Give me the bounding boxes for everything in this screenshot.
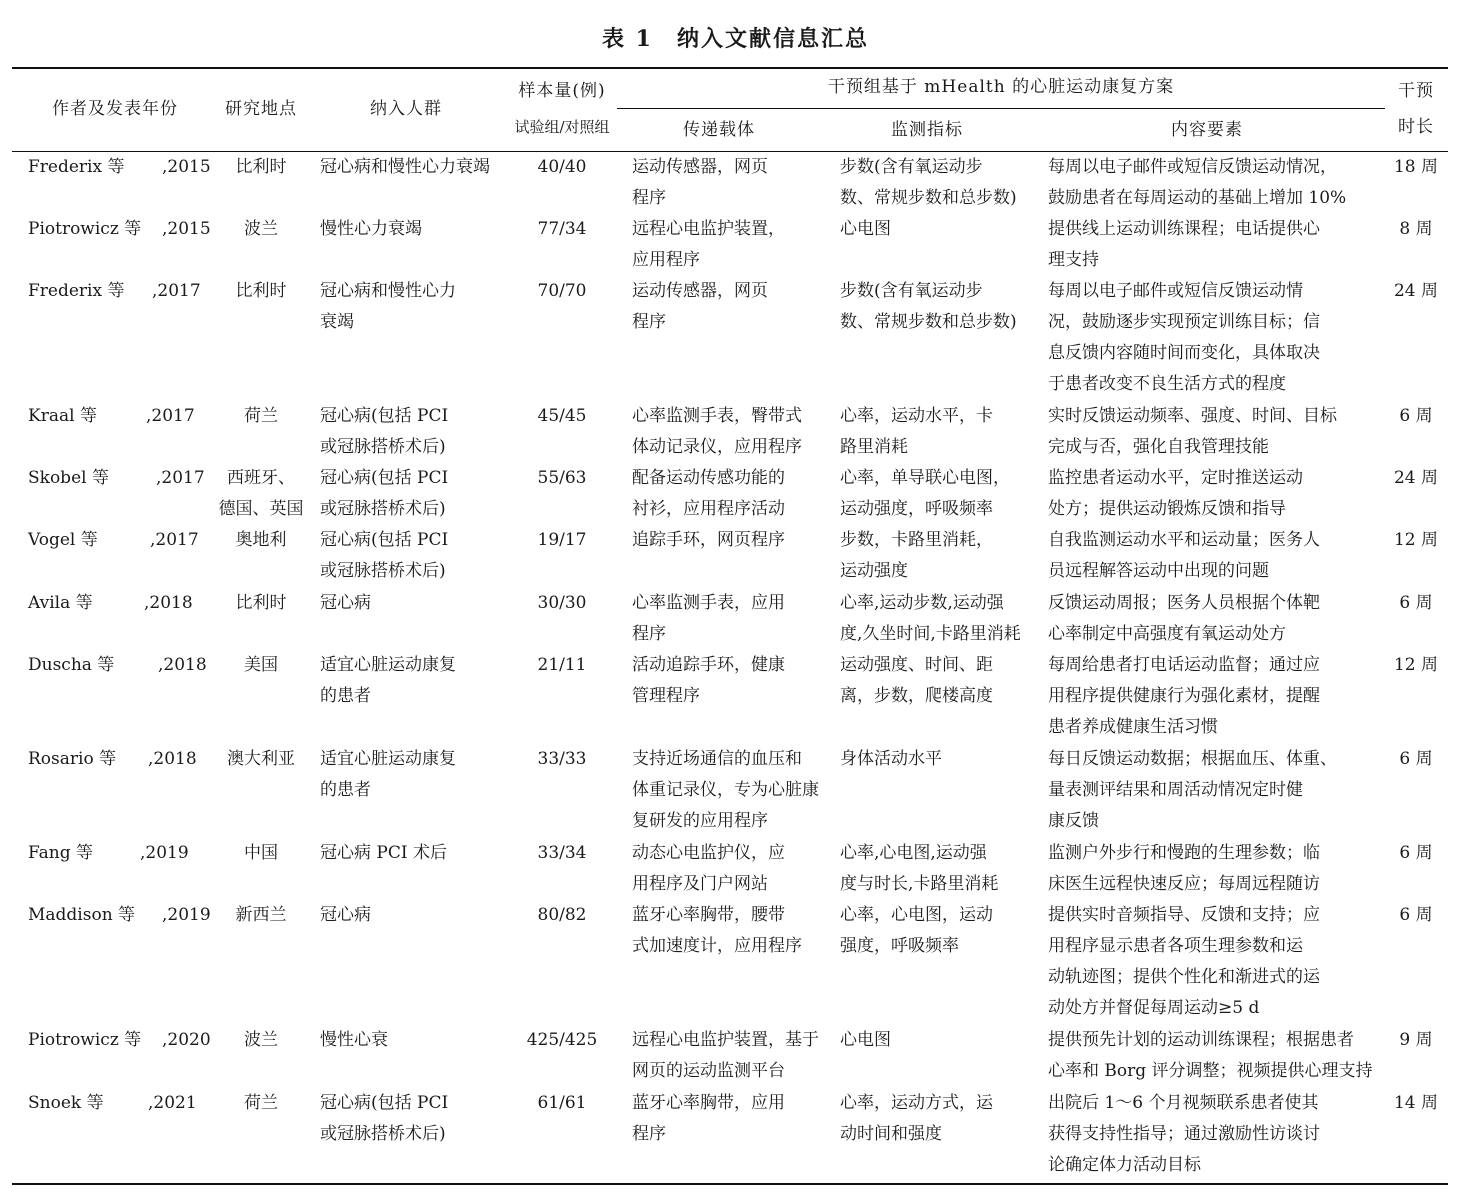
carrier-line: 程序 (632, 1124, 666, 1144)
population-line: 适宜心脏运动康复 (320, 749, 456, 769)
duration-cell: 6 周 (1399, 843, 1433, 863)
header-monitor: 监测指标 (891, 120, 963, 140)
content-line: 理支持 (1048, 250, 1099, 270)
monitor-line: 强度，呼吸频率 (840, 936, 959, 956)
population-line: 的患者 (320, 686, 371, 706)
population-cell (320, 525, 505, 587)
population-cell (320, 152, 505, 183)
location-cell (212, 214, 310, 245)
monitor-cell (840, 401, 1040, 463)
carrier-line: 程序 (632, 624, 666, 644)
content-line: 患者养成健康生活习惯 (1048, 717, 1218, 737)
publication-year: ,2015 (162, 157, 211, 177)
population-line: 冠心病和慢性心力衰竭 (320, 157, 490, 177)
location-cell (212, 152, 310, 183)
sample-cell: 80/82 (537, 905, 587, 925)
location-line: 比利时 (235, 593, 287, 613)
publication-year: ,2017 (152, 281, 201, 301)
publication-year: ,2020 (162, 1030, 211, 1050)
carrier-cell (632, 900, 832, 962)
population-cell (320, 214, 505, 245)
header-duration-line1: 干预 (1398, 81, 1434, 101)
publication-year: ,2021 (148, 1093, 197, 1113)
author-cell (28, 152, 211, 183)
author-name: Snoek 等 (28, 1093, 104, 1113)
author-name: Piotrowicz 等 (28, 1030, 142, 1050)
monitor-cell (840, 276, 1040, 338)
population-line: 的患者 (320, 780, 371, 800)
carrier-line: 心率监测手表，应用 (632, 593, 785, 613)
population-line: 或冠脉搭桥术后) (320, 437, 446, 457)
population-line: 冠心病(包括 PCI (320, 406, 449, 426)
carrier-line: 动态心电监护仪，应 (632, 843, 785, 863)
location-cell (212, 1025, 310, 1056)
carrier-cell (632, 1025, 832, 1087)
content-line: 实时反馈运动频率、强度、时间、目标 (1048, 406, 1337, 426)
monitor-line: 度与时长,卡路里消耗 (840, 874, 999, 894)
population-line: 冠心病(包括 PCI (320, 1093, 449, 1113)
table-caption (0, 22, 1471, 53)
duration-cell: 8 周 (1399, 219, 1433, 239)
publication-year: ,2018 (144, 593, 193, 613)
content-line: 鼓励患者在每周运动的基础上增加 10% (1048, 188, 1347, 208)
author-name: Piotrowicz 等 (28, 219, 142, 239)
author-name: Avila 等 (28, 593, 93, 613)
content-line: 量表测评结果和周活动情况定时健 (1048, 780, 1303, 800)
sample-cell: 61/61 (537, 1093, 587, 1113)
population-line: 冠心病 (320, 593, 371, 613)
sample-cell: 30/30 (537, 593, 587, 613)
carrier-cell (632, 463, 832, 525)
author-cell (28, 1025, 211, 1056)
location-line: 荷兰 (244, 1093, 278, 1113)
top-rule (12, 67, 1448, 69)
population-line: 衰竭 (320, 312, 354, 332)
content-line: 心率和 Borg 评分调整；视频提供心理支持 (1048, 1061, 1373, 1081)
content-line: 提供实时音频指导、反馈和支持；应 (1048, 905, 1320, 925)
publication-year: ,2018 (148, 749, 197, 769)
location-line: 中国 (244, 843, 278, 863)
monitor-line: 心率，心电图，运动 (840, 905, 993, 925)
content-cell (1048, 900, 1378, 1024)
content-line: 用程序显示患者各项生理参数和运 (1048, 936, 1303, 956)
carrier-line: 运动传感器，网页 (632, 281, 768, 301)
monitor-line: 离，步数，爬楼高度 (840, 686, 993, 706)
sample-cell: 33/33 (537, 749, 587, 769)
content-cell (1048, 276, 1378, 400)
author-cell (28, 401, 208, 432)
population-line: 适宜心脏运动康复 (320, 655, 456, 675)
header-sample-sub: 试验组/对照组 (514, 118, 610, 136)
monitor-cell (840, 588, 1040, 650)
population-cell (320, 744, 505, 806)
population-cell (320, 588, 505, 619)
header-plan: 干预组基于 mHealth 的心脏运动康复方案 (827, 77, 1175, 97)
duration-cell: 9 周 (1399, 1030, 1433, 1050)
carrier-line: 体重记录仪，专为心脏康 (632, 780, 819, 800)
carrier-line: 式加速度计，应用程序 (632, 936, 802, 956)
content-line: 床医生远程快速反应；每周远程随访 (1048, 874, 1320, 894)
content-cell (1048, 152, 1378, 214)
content-line: 提供线上运动训练课程；电话提供心 (1048, 219, 1320, 239)
monitor-cell (840, 838, 1040, 900)
carrier-line: 运动传感器，网页 (632, 157, 768, 177)
carrier-cell (632, 744, 832, 837)
table-number: 表 1 (602, 26, 653, 52)
author-name: Frederix 等 (28, 157, 125, 177)
carrier-line: 追踪手环，网页程序 (632, 530, 785, 550)
publication-year: ,2017 (150, 530, 199, 550)
carrier-line: 远程心电监护装置，基于 (632, 1030, 819, 1050)
sample-cell: 33/34 (537, 843, 587, 863)
carrier-line: 程序 (632, 188, 666, 208)
location-line: 波兰 (244, 219, 278, 239)
location-line: 德国、英国 (218, 499, 304, 519)
carrier-line: 网页的运动监测平台 (632, 1061, 785, 1081)
author-cell (28, 900, 211, 931)
author-name: Frederix 等 (28, 281, 125, 301)
carrier-cell (632, 276, 832, 338)
content-line: 心率制定中高强度有氧运动处方 (1048, 624, 1286, 644)
content-line: 论确定体力活动目标 (1048, 1155, 1201, 1175)
monitor-line: 心电图 (840, 219, 891, 239)
carrier-line: 配备运动传感功能的 (632, 468, 785, 488)
table-title: 纳入文献信息汇总 (676, 26, 869, 52)
header-carrier: 传递载体 (683, 120, 755, 140)
monitor-line: 动时间和强度 (840, 1124, 942, 1144)
content-cell (1048, 650, 1378, 743)
monitor-line: 运动强度，呼吸频率 (840, 499, 993, 519)
location-line: 澳大利亚 (227, 749, 295, 769)
monitor-line: 度,久坐时间,卡路里消耗 (840, 624, 1021, 644)
carrier-line: 心率监测手表，臀带式 (632, 406, 802, 426)
publication-year: ,2018 (158, 655, 207, 675)
sample-cell: 70/70 (537, 281, 587, 301)
sample-cell: 45/45 (537, 406, 587, 426)
content-line: 况，鼓励逐步实现预定训练目标；信 (1048, 312, 1320, 332)
author-cell (28, 744, 208, 775)
content-line: 处方；提供运动锻炼反馈和指导 (1048, 499, 1286, 519)
sample-cell: 55/63 (537, 468, 587, 488)
monitor-line: 心率，单导联心电图， (840, 468, 1010, 488)
carrier-line: 远程心电监护装置， (632, 219, 785, 239)
content-line: 动轨迹图；提供个性化和渐进式的运 (1048, 967, 1320, 987)
author-name: Skobel 等 (28, 468, 109, 488)
monitor-cell (840, 152, 1040, 214)
content-cell (1048, 838, 1378, 900)
location-line: 比利时 (235, 281, 287, 301)
location-line: 美国 (244, 655, 278, 675)
location-cell (212, 276, 310, 307)
publication-year: ,2019 (140, 843, 189, 863)
monitor-cell (840, 650, 1040, 712)
author-cell (28, 588, 208, 619)
content-cell (1048, 1088, 1378, 1181)
population-cell (320, 838, 505, 869)
population-cell (320, 463, 505, 525)
carrier-line: 复研发的应用程序 (632, 811, 768, 831)
header-duration-line2: 时长 (1398, 117, 1434, 137)
sample-cell: 425/425 (526, 1030, 598, 1050)
content-line: 完成与否，强化自我管理技能 (1048, 437, 1269, 457)
duration-cell: 6 周 (1399, 749, 1433, 769)
duration-cell: 12 周 (1393, 530, 1439, 550)
monitor-line: 心率，运动方式，运 (840, 1093, 993, 1113)
monitor-cell (840, 1025, 1040, 1056)
monitor-line: 路里消耗 (840, 437, 908, 457)
carrier-line: 程序 (632, 312, 666, 332)
content-line: 每周以电子邮件或短信反馈运动情况， (1048, 157, 1337, 177)
content-cell (1048, 401, 1378, 463)
author-name: Duscha 等 (28, 655, 115, 675)
duration-cell: 6 周 (1399, 905, 1433, 925)
sample-cell: 40/40 (537, 157, 587, 177)
carrier-cell (632, 401, 832, 463)
publication-year: ,2017 (146, 406, 195, 426)
location-line: 西班牙、 (227, 468, 295, 488)
duration-cell: 18 周 (1393, 157, 1439, 177)
carrier-line: 应用程序 (632, 250, 700, 270)
monitor-cell (840, 744, 1040, 775)
content-line: 反馈运动周报；医务人员根据个体靶 (1048, 593, 1320, 613)
monitor-cell (840, 900, 1040, 962)
carrier-cell (632, 214, 832, 276)
sample-cell: 19/17 (537, 530, 587, 550)
content-cell (1048, 463, 1378, 525)
population-line: 冠心病 PCI 术后 (320, 843, 447, 863)
location-cell (212, 744, 310, 775)
content-line: 每日反馈运动数据；根据血压、体重、 (1048, 749, 1337, 769)
carrier-line: 蓝牙心率胸带，腰带 (632, 905, 785, 925)
monitor-line: 运动强度 (840, 561, 908, 581)
duration-cell: 6 周 (1399, 593, 1433, 613)
content-line: 员远程解答运动中出现的问题 (1048, 561, 1269, 581)
author-cell (28, 276, 208, 307)
content-line: 动处方并督促每周运动≥5 d (1048, 998, 1260, 1018)
population-line: 慢性心衰 (320, 1030, 388, 1050)
carrier-cell (632, 838, 832, 900)
monitor-line: 数、常规步数和总步数) (840, 188, 1017, 208)
location-cell (212, 588, 310, 619)
sample-cell: 77/34 (537, 219, 587, 239)
population-line: 或冠脉搭桥术后) (320, 499, 446, 519)
content-cell (1048, 1025, 1378, 1087)
header-author-year: 作者及发表年份 (52, 99, 178, 119)
location-cell (212, 838, 310, 869)
monitor-cell (840, 1088, 1040, 1150)
author-cell (28, 525, 208, 556)
sample-cell: 21/11 (537, 655, 587, 675)
author-name: Vogel 等 (28, 530, 98, 550)
content-line: 监测户外步行和慢跑的生理参数；临 (1048, 843, 1320, 863)
content-line: 康反馈 (1048, 811, 1099, 831)
population-line: 慢性心力衰竭 (320, 219, 422, 239)
monitor-line: 步数(含有氧运动步 (840, 157, 983, 177)
population-cell (320, 1025, 505, 1056)
publication-year: ,2017 (156, 468, 205, 488)
population-cell (320, 1088, 505, 1150)
content-line: 于患者改变不良生活方式的程度 (1048, 374, 1286, 394)
content-line: 自我监测运动水平和运动量；医务人 (1048, 530, 1320, 550)
content-line: 出院后 1～6 个月视频联系患者使其 (1048, 1093, 1319, 1113)
monitor-line: 心率,心电图,运动强 (840, 843, 987, 863)
author-name: Rosario 等 (28, 749, 117, 769)
location-cell (212, 900, 310, 931)
carrier-cell (632, 650, 832, 712)
content-line: 每周给患者打电话运动监督；通过应 (1048, 655, 1320, 675)
author-name: Fang 等 (28, 843, 94, 863)
monitor-line: 身体活动水平 (840, 749, 942, 769)
population-cell (320, 401, 505, 463)
location-line: 新西兰 (235, 905, 287, 925)
content-line: 获得支持性指导；通过激励性访谈讨 (1048, 1124, 1320, 1144)
population-line: 冠心病(包括 PCI (320, 468, 449, 488)
duration-cell: 24 周 (1393, 468, 1439, 488)
carrier-cell (632, 1088, 832, 1150)
population-cell (320, 900, 505, 931)
location-cell (212, 463, 310, 525)
carrier-line: 活动追踪手环，健康 (632, 655, 785, 675)
duration-cell: 14 周 (1393, 1093, 1439, 1113)
population-line: 冠心病(包括 PCI (320, 530, 449, 550)
location-cell (212, 525, 310, 556)
monitor-line: 心率,运动步数,运动强 (840, 593, 1004, 613)
header-content: 内容要素 (1171, 120, 1243, 140)
location-cell (212, 401, 310, 432)
author-cell (28, 463, 208, 494)
monitor-line: 运动强度、时间、距 (840, 655, 993, 675)
location-line: 比利时 (235, 157, 287, 177)
header-sample: 样本量(例) (518, 81, 606, 101)
population-line: 冠心病 (320, 905, 371, 925)
location-cell (212, 650, 310, 681)
bottom-rule (12, 1183, 1448, 1185)
publication-year: ,2015 (162, 219, 211, 239)
header-population: 纳入人群 (370, 99, 442, 119)
monitor-cell (840, 463, 1040, 525)
location-line: 奥地利 (235, 530, 287, 550)
population-line: 或冠脉搭桥术后) (320, 1124, 446, 1144)
monitor-line: 步数(含有氧运动步 (840, 281, 983, 301)
content-cell (1048, 744, 1378, 837)
content-cell (1048, 214, 1378, 276)
carrier-cell (632, 525, 832, 556)
monitor-line: 心电图 (840, 1030, 891, 1050)
monitor-cell (840, 214, 1040, 245)
content-cell (1048, 525, 1378, 587)
author-cell (28, 214, 211, 245)
population-cell (320, 276, 505, 338)
duration-cell: 12 周 (1393, 655, 1439, 675)
content-line: 用程序提供健康行为强化素材，提醒 (1048, 686, 1320, 706)
content-line: 监控患者运动水平，定时推送运动 (1048, 468, 1303, 488)
header-subrule (617, 108, 1385, 109)
author-name: Maddison 等 (28, 905, 136, 925)
carrier-cell (632, 588, 832, 650)
monitor-line: 心率，运动水平，卡 (840, 406, 993, 426)
duration-cell: 24 周 (1393, 281, 1439, 301)
content-line: 提供预先计划的运动训练课程；根据患者 (1048, 1030, 1354, 1050)
location-line: 波兰 (244, 1030, 278, 1050)
author-name: Kraal 等 (28, 406, 97, 426)
duration-cell: 6 周 (1399, 406, 1433, 426)
content-line: 每周以电子邮件或短信反馈运动情 (1048, 281, 1303, 301)
monitor-line: 数、常规步数和总步数) (840, 312, 1017, 332)
author-cell (28, 650, 208, 681)
carrier-cell (632, 152, 832, 214)
header-location: 研究地点 (225, 99, 297, 119)
publication-year: ,2019 (162, 905, 211, 925)
carrier-line: 管理程序 (632, 686, 700, 706)
population-line: 冠心病和慢性心力 (320, 281, 456, 301)
monitor-line: 步数，卡路里消耗， (840, 530, 993, 550)
content-line: 息反馈内容随时间而变化，具体取决 (1048, 343, 1320, 363)
author-cell (28, 1088, 208, 1119)
carrier-line: 支持近场通信的血压和 (632, 749, 802, 769)
monitor-cell (840, 525, 1040, 587)
population-cell (320, 650, 505, 712)
carrier-line: 衬衫，应用程序活动 (632, 499, 785, 519)
location-cell (212, 1088, 310, 1119)
location-line: 荷兰 (244, 406, 278, 426)
carrier-line: 蓝牙心率胸带，应用 (632, 1093, 785, 1113)
content-cell (1048, 588, 1378, 650)
author-cell (28, 838, 208, 869)
carrier-line: 体动记录仪，应用程序 (632, 437, 802, 457)
population-line: 或冠脉搭桥术后) (320, 561, 446, 581)
carrier-line: 用程序及门户网站 (632, 874, 768, 894)
